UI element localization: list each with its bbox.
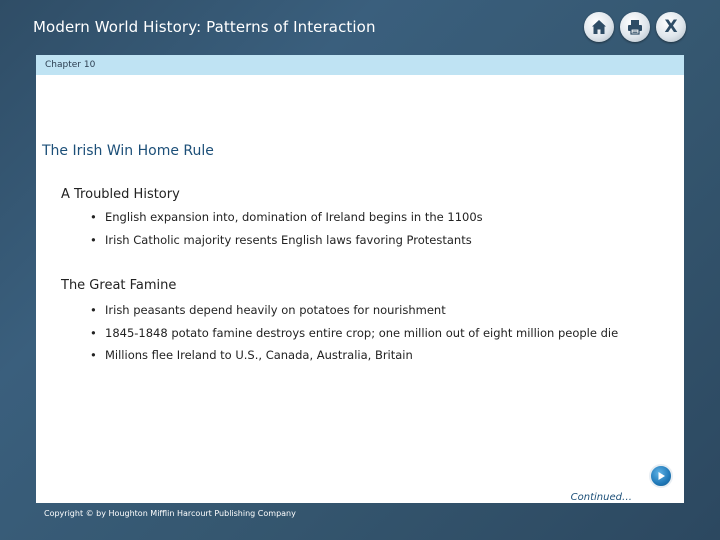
list-item: • Millions flee Ireland to U.S., Canada, Australia, Britain [90,344,618,367]
close-icon: X [664,17,678,37]
home-icon [590,18,608,36]
list-item: • Irish peasants depend heavily on potatoes for nourishment [90,299,618,322]
next-nav[interactable] [649,464,673,501]
subheading-troubled-history: A Troubled History [61,187,180,202]
bullet-icon: • [90,210,97,224]
next-label: Next [651,492,671,501]
bullet-icon: • [90,303,97,317]
list-item: • 1845-1848 potato famine destroys entire crop; one million out of eight million people die [90,322,618,345]
app-title: Modern World History: Patterns of Interaction [33,18,376,36]
play-icon [656,471,666,481]
bullet-list-troubled-history [90,206,483,251]
chapter-label: Chapter 10 [45,60,96,70]
list-item: • English expansion into, domination of Ireland begins in the 1100s [90,206,483,229]
home-button[interactable] [584,12,614,42]
section-title: The Irish Win Home Rule [42,143,214,159]
subheading-great-famine: The Great Famine [61,278,177,293]
list-item: • Irish Catholic majority resents English laws favoring Protestants [90,229,483,252]
top-toolbar [584,12,686,42]
content-panel [36,75,684,503]
next-button[interactable] [649,464,673,488]
footer-copyright: Copyright © by Houghton Mifflin Harcourt Publishing Company [44,509,296,518]
bullet-icon: • [90,325,97,340]
bullet-icon: • [90,348,97,362]
bullet-icon: • [90,232,97,247]
continued-label: Continued… [570,492,632,503]
chapter-bar [36,55,684,75]
print-button[interactable] [620,12,650,42]
close-button[interactable] [656,12,686,42]
bullet-list-great-famine [90,299,618,367]
print-icon [626,18,644,36]
